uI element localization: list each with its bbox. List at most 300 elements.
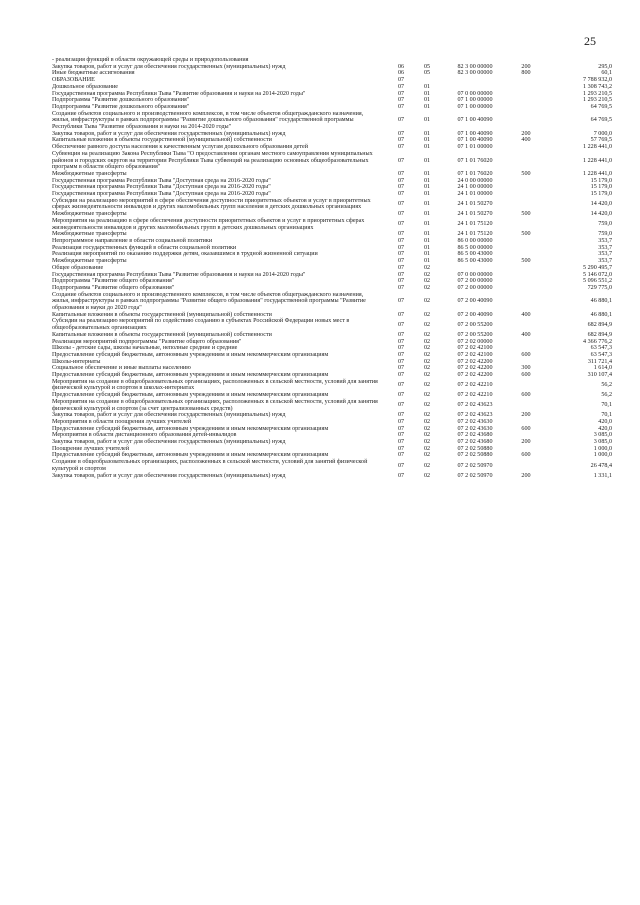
row-subsection-code: 01 <box>423 83 431 90</box>
row-subsection-code: 01 <box>423 90 431 97</box>
row-section-code: 07 <box>397 103 405 110</box>
row-name: Реализация государственных функций в области социальной политики <box>52 244 237 251</box>
row-expense-type-code <box>510 339 542 346</box>
row-target-article-code: 07 2 00 55200 <box>457 321 493 328</box>
table-row <box>52 412 612 419</box>
row-expense-type-code: 600 <box>521 351 531 358</box>
row-target-article-code: 07 1 00 40090 <box>457 137 493 144</box>
row-target-article-code: 07 1 01 76020 <box>457 157 493 164</box>
row-section-code: 07 <box>397 372 405 379</box>
row-name: Подпрограмма "Развитие общего образования" <box>52 278 175 285</box>
row-section-code: 07 <box>397 432 405 439</box>
row-subsection-code: 01 <box>423 130 431 137</box>
row-amount: 353,7 <box>598 258 612 265</box>
row-section-code: 07 <box>397 201 405 208</box>
row-amount: 46 880,1 <box>590 298 612 305</box>
row-name: Подпрограмма "Развитие дошкольного образования" <box>52 97 190 104</box>
table-row <box>52 198 612 211</box>
row-subsection-code: 02 <box>423 338 431 345</box>
row-target-article-code <box>440 265 510 272</box>
row-expense-type-code <box>510 178 542 185</box>
row-subsection-code: 02 <box>423 351 431 358</box>
row-name: Поощрение лучших учителей <box>52 445 130 452</box>
row-section-code: 07 <box>397 382 405 389</box>
row-expense-type-code <box>510 104 542 111</box>
row-name: Государственная программа Республики Тыва "Доступная среда на 2016-2020 годы" <box>52 177 271 184</box>
row-subsection-code: 01 <box>423 244 431 251</box>
table-row <box>52 339 612 346</box>
row-section-code: 06 <box>397 63 405 70</box>
row-section-code: 07 <box>397 284 405 291</box>
row-amount: 759,0 <box>598 231 612 238</box>
row-expense-type-code <box>510 318 542 331</box>
table-row <box>52 379 612 392</box>
row-name: Мероприятия на создание в общеобразовательных организациях, расположенных в сельской местности, условий для занятия физической культурой и спортом (за счет централизованных средств) <box>52 398 378 412</box>
table-row <box>52 238 612 245</box>
row-subsection-code: 05 <box>423 70 431 77</box>
row-target-article-code: 07 2 02 00000 <box>457 338 493 345</box>
row-subsection-code: 01 <box>423 170 431 177</box>
row-subsection-code: 02 <box>423 321 431 328</box>
page-number: 25 <box>584 34 596 48</box>
row-subsection-code: 02 <box>423 264 431 271</box>
row-expense-type-code <box>510 84 542 91</box>
table-row <box>52 372 612 379</box>
row-name: Капитальные вложения в объекты государственной (муниципальной) собственности <box>52 137 272 144</box>
row-amount: 14 420,0 <box>590 211 612 218</box>
row-section-code: 06 <box>397 70 405 77</box>
table-row <box>52 70 612 77</box>
row-section-code: 07 <box>397 211 405 218</box>
row-section-code: 07 <box>397 237 405 244</box>
row-amount: 7 788 932,0 <box>583 77 612 84</box>
row-subsection-code: 02 <box>423 345 431 352</box>
row-name: Подпрограмма "Развитие общего образования" <box>52 284 175 291</box>
row-amount: 682 894,9 <box>587 331 612 338</box>
row-amount: 353,7 <box>598 244 612 251</box>
row-section-code: 07 <box>397 184 405 191</box>
row-subsection-code: 05 <box>423 63 431 70</box>
row-amount: 3 085,0 <box>593 439 612 446</box>
row-section-code: 07 <box>397 338 405 345</box>
row-target-article-code: 07 2 00 55200 <box>457 331 493 338</box>
row-amount: 1 331,1 <box>593 472 612 479</box>
row-expense-type-code <box>510 111 542 131</box>
row-section-code: 07 <box>397 137 405 144</box>
row-expense-type-code: 300 <box>521 365 531 372</box>
row-amount: 1 000,0 <box>593 445 612 452</box>
table-row <box>52 191 612 198</box>
row-expense-type-code <box>510 285 542 292</box>
row-name: Государственная программа Республики Тыва "Развитие образования и науки на 2014-2020 годы" <box>52 271 306 278</box>
row-amount: 1 228 441,0 <box>583 157 612 164</box>
row-name: Создание объектов социального и производственного комплексов, в том числе объектов общегражданского назначения, жилья, инфраструктуры в рамках подпрограммы "Развитие общего образования" государственной программы "Развитие образования и науки до 2020 года" <box>52 291 366 312</box>
row-section-code: 07 <box>397 97 405 104</box>
row-name: Социальное обеспечение и иные выплаты населению <box>52 365 191 372</box>
row-subsection-code: 02 <box>423 425 431 432</box>
row-amount: 7 000,0 <box>593 130 612 137</box>
row-target-article-code: 07 2 02 43623 <box>457 412 493 419</box>
table-row <box>52 439 612 446</box>
row-amount: 5 146 072,0 <box>583 271 612 278</box>
row-name: Мероприятия на реализацию в сфере обеспечения доступности приоритетных объектов и услуг в приоритетных сферах жизнедеятельности инвалидов и других маломобильных групп в детских дошкольных организациях <box>52 217 365 231</box>
row-target-article-code: 24 1 01 50270 <box>457 201 493 208</box>
row-amount: 311 721,4 <box>587 358 612 365</box>
row-subsection-code: 02 <box>423 358 431 365</box>
table-row <box>52 292 612 312</box>
row-target-article-code: 24 1 01 50270 <box>457 211 493 218</box>
table-body <box>52 57 612 479</box>
row-target-article-code: 07 2 00 40090 <box>457 311 493 318</box>
row-target-article-code: 86 5 00 00000 <box>457 244 493 251</box>
row-amount: 56,2 <box>601 392 612 399</box>
row-expense-type-code: 400 <box>521 331 531 338</box>
table-row <box>52 97 612 104</box>
row-section-code: 07 <box>397 311 405 318</box>
row-subsection-code: 02 <box>423 278 431 285</box>
row-subsection-code <box>414 77 440 84</box>
row-name: Мероприятия в области дистанционного образования детей-инвалидов <box>52 432 237 439</box>
row-amount: 420,0 <box>598 418 612 425</box>
row-subsection-code: 02 <box>423 271 431 278</box>
row-subsection-code: 02 <box>423 392 431 399</box>
table-row <box>52 459 612 472</box>
row-name: ОБРАЗОВАНИЕ <box>52 77 95 84</box>
row-name: Предоставление субсидий бюджетным, автономным учреждениям и иным некоммерческим организациям <box>52 392 329 399</box>
row-amount: 63 547,3 <box>590 351 612 358</box>
row-subsection-code: 02 <box>423 472 431 479</box>
row-amount: 1 228 441,0 <box>583 170 612 177</box>
table-row <box>52 84 612 91</box>
row-target-article-code <box>440 77 510 84</box>
row-expense-type-code <box>510 245 542 252</box>
row-section-code: 07 <box>397 425 405 432</box>
row-target-article-code: 07 1 01 76020 <box>457 170 493 177</box>
table-row <box>52 77 612 84</box>
row-expense-type-code <box>510 218 542 231</box>
row-amount: 5 290 495,7 <box>583 264 612 271</box>
row-name: Предоставление субсидий бюджетным, автономным учреждениям и иным некоммерческим организациям <box>52 425 329 432</box>
row-subsection-code: 01 <box>423 221 431 228</box>
row-expense-type-code <box>510 97 542 104</box>
row-subsection-code: 02 <box>423 311 431 318</box>
row-name: Предоставление субсидий бюджетным, автономным учреждениям и иным некоммерческим организациям <box>52 351 329 358</box>
row-subsection-code: 01 <box>423 184 431 191</box>
row-name: Государственная программа Республики Тыва "Доступная среда на 2016-2020 годы" <box>52 184 271 191</box>
row-name: Предоставление субсидий бюджетным, автономным учреждениям и иным некоммерческим организациям <box>52 372 329 379</box>
row-expense-type-code <box>510 251 542 258</box>
row-target-article-code: 24 1 01 75120 <box>457 221 493 228</box>
row-subsection-code: 02 <box>423 372 431 379</box>
row-amount: 310 107,4 <box>587 372 612 379</box>
row-amount: 1 308 743,2 <box>583 83 612 90</box>
row-target-article-code: 07 2 02 42100 <box>457 345 493 352</box>
row-subsection-code: 02 <box>423 445 431 452</box>
row-section-code: 07 <box>397 402 405 409</box>
row-target-article-code: 86 5 00 43000 <box>457 251 493 258</box>
row-name: Реализация мероприятий по оказанию поддержки детям, оказавшимся в трудной жизненной ситуации <box>52 251 318 258</box>
row-name: Государственная программа Республики Тыва "Доступная среда на 2016-2020 годы" <box>52 191 271 198</box>
row-target-article-code: 07 0 00 00000 <box>457 90 493 97</box>
row-name: Непрограммное направление в области социальной политики <box>52 237 213 244</box>
row-section-code: 07 <box>397 439 405 446</box>
row-name: Подпрограмма "Развитие дошкольного образования" <box>52 103 190 110</box>
row-target-article-code: 07 2 02 50970 <box>457 462 493 469</box>
row-target-article-code: 07 1 00 40090 <box>457 130 493 137</box>
table-row <box>52 151 612 171</box>
row-amount: 353,7 <box>598 237 612 244</box>
row-expense-type-code <box>510 265 542 272</box>
row-target-article-code: 07 1 00 00000 <box>457 103 493 110</box>
row-section-code: 07 <box>397 157 405 164</box>
row-target-article-code: 24 1 01 75120 <box>457 231 493 238</box>
row-name: Капитальные вложения в объекты государственной (муниципальной) собственности <box>52 331 272 338</box>
row-amount: 3 085,0 <box>593 432 612 439</box>
row-expense-type-code: 200 <box>521 439 531 446</box>
row-subsection-code: 02 <box>423 452 431 459</box>
row-expense-type-code <box>510 144 542 151</box>
row-subsection-code: 02 <box>423 402 431 409</box>
table-row <box>52 352 612 359</box>
row-section-code: 07 <box>397 258 405 265</box>
row-subsection-code: 01 <box>423 103 431 110</box>
row-name: Закупка товаров, работ и услуг для обеспечения государственных (муниципальных) нужд <box>52 412 286 419</box>
row-expense-type-code <box>510 198 542 211</box>
row-target-article-code: 07 2 02 42200 <box>457 365 493 372</box>
row-target-article-code: 07 2 00 00000 <box>457 278 493 285</box>
row-expense-type-code: 500 <box>521 258 531 265</box>
row-amount: 15 179,0 <box>590 177 612 184</box>
row-expense-type-code: 600 <box>521 452 531 459</box>
row-section-code: 07 <box>397 321 405 328</box>
row-target-article-code: 82 3 00 00000 <box>457 70 493 77</box>
row-target-article-code: 07 2 02 50880 <box>457 452 493 459</box>
row-subsection-code: 01 <box>423 177 431 184</box>
row-amount: 70,1 <box>601 402 612 409</box>
row-name: Закупка товаров, работ и услуг для обеспечения государственных (муниципальных) нужд <box>52 130 286 137</box>
row-target-article-code <box>440 57 510 64</box>
row-subsection-code: 01 <box>423 144 431 151</box>
row-amount: 759,0 <box>598 221 612 228</box>
row-expense-type-code: 600 <box>521 372 531 379</box>
table-row <box>52 278 612 285</box>
row-expense-type-code <box>510 379 542 392</box>
row-section-code: 07 <box>397 462 405 469</box>
row-name: Межбюджетные трансферты <box>52 231 127 238</box>
table-row <box>52 399 612 412</box>
row-name: Субвенция на реализацию Закона Республики Тыва "О предоставлении органам местного самоуправления муниципальных районов и городских округов на территории Республики Тыва субвенций на реализацию основных общеобразовательных программ в области общего образования" <box>52 150 373 171</box>
row-target-article-code: 07 1 00 40090 <box>457 117 493 124</box>
table-row <box>52 258 612 265</box>
row-expense-type-code: 200 <box>521 472 531 479</box>
row-subsection-code: 02 <box>423 418 431 425</box>
row-name: Школы - детские сады, школы начальные, неполные средние и средние <box>52 345 238 352</box>
row-expense-type-code <box>510 272 542 279</box>
table-row <box>52 392 612 399</box>
row-target-article-code: 07 2 00 00000 <box>457 284 493 291</box>
row-expense-type-code: 200 <box>521 412 531 419</box>
row-section-code <box>388 57 414 64</box>
row-subsection-code: 01 <box>423 117 431 124</box>
row-target-article-code: 07 2 02 50970 <box>457 472 493 479</box>
row-expense-type-code: 200 <box>521 130 531 137</box>
row-target-article-code: 07 2 02 42100 <box>457 351 493 358</box>
row-section-code: 07 <box>397 298 405 305</box>
row-section-code: 07 <box>397 472 405 479</box>
row-subsection-code: 01 <box>423 211 431 218</box>
row-amount: 729 775,0 <box>587 284 612 291</box>
row-expense-type-code: 200 <box>521 63 531 70</box>
row-section-code: 07 <box>397 264 405 271</box>
row-subsection-code: 02 <box>423 382 431 389</box>
row-expense-type-code: 400 <box>521 311 531 318</box>
table-row <box>52 218 612 231</box>
row-subsection-code: 01 <box>423 251 431 258</box>
row-name: Мероприятия в области поощрения лучших учителей <box>52 418 192 425</box>
row-amount: 295,0 <box>598 63 612 70</box>
row-target-article-code: 07 2 00 40090 <box>457 298 493 305</box>
row-expense-type-code: 500 <box>521 231 531 238</box>
table-row <box>52 111 612 131</box>
row-name: Закупка товаров, работ и услуг для обеспечения государственных (муниципальных) нужд <box>52 63 286 70</box>
row-name: Субсидии на реализацию мероприятий в сфере обеспечения доступности приоритетных объектов и услуг в приоритетных сферах жизнедеятельности инвалидов и других маломобильных групп населения в детских дошкольных организациях <box>52 197 371 211</box>
row-section-code: 07 <box>397 130 405 137</box>
row-name: Дошкольное образование <box>52 83 118 90</box>
row-expense-type-code: 800 <box>521 70 531 77</box>
row-expense-type-code <box>510 419 542 426</box>
row-section-code: 07 <box>397 278 405 285</box>
row-expense-type-code <box>510 77 542 84</box>
table-row <box>52 473 612 480</box>
row-target-article-code: 86 0 00 00000 <box>457 237 493 244</box>
row-target-article-code: 07 2 02 42210 <box>457 392 493 399</box>
row-subsection-code: 02 <box>423 331 431 338</box>
row-expense-type-code: 500 <box>521 170 531 177</box>
row-section-code: 07 <box>397 351 405 358</box>
table-row <box>52 104 612 111</box>
row-section-code: 07 <box>397 365 405 372</box>
row-amount: 64 769,5 <box>590 117 612 124</box>
row-subsection-code: 01 <box>423 231 431 238</box>
row-expense-type-code <box>510 345 542 352</box>
row-name: Реализация мероприятий подпрограммы "Развитие общего образования" <box>52 338 242 345</box>
row-subsection-code: 01 <box>423 137 431 144</box>
row-amount <box>542 57 612 64</box>
table-row <box>52 265 612 272</box>
row-amount: 15 179,0 <box>590 184 612 191</box>
row-section-code: 07 <box>397 177 405 184</box>
row-amount: 63 547,3 <box>590 345 612 352</box>
row-amount: 70,1 <box>601 412 612 419</box>
row-subsection-code: 02 <box>423 439 431 446</box>
row-section-code: 07 <box>397 331 405 338</box>
row-amount: 1 228 441,0 <box>583 144 612 151</box>
table-row <box>52 64 612 71</box>
row-amount: 15 179,0 <box>590 191 612 198</box>
row-name: Закупка товаров, работ и услуг для обеспечения государственных (муниципальных) нужд <box>52 439 286 446</box>
row-subsection-code: 02 <box>423 365 431 372</box>
row-section-code: 07 <box>397 191 405 198</box>
row-amount: 1 293 210,5 <box>583 90 612 97</box>
row-section-code: 07 <box>397 418 405 425</box>
row-amount: 60,1 <box>601 70 612 77</box>
row-name: Субсидии на реализацию мероприятий по содействию созданию в субъектах Российской Федерации новых мест в общеобразовательных организациях <box>52 318 350 332</box>
row-expense-type-code <box>510 57 542 64</box>
row-expense-type-code <box>510 91 542 98</box>
row-target-article-code: 07 2 02 43680 <box>457 432 493 439</box>
row-subsection-code: 02 <box>423 412 431 419</box>
table-row <box>52 211 612 218</box>
row-expense-type-code <box>510 238 542 245</box>
row-section-code: 07 <box>397 445 405 452</box>
row-amount: 56,2 <box>601 382 612 389</box>
row-expense-type-code <box>510 446 542 453</box>
row-subsection-code: 01 <box>423 157 431 164</box>
row-section-code: 07 <box>397 77 405 84</box>
row-target-article-code: 07 2 02 43623 <box>457 402 493 409</box>
row-name: Предоставление субсидий бюджетным, автономным учреждениям и иным некоммерческим организациям <box>52 452 329 459</box>
row-subsection-code <box>414 57 440 64</box>
row-section-code: 07 <box>397 251 405 258</box>
row-expense-type-code <box>510 151 542 171</box>
row-section-code: 07 <box>397 117 405 124</box>
row-section-code: 07 <box>397 244 405 251</box>
row-name: Создание в общеобразовательных организациях, расположенных в сельской местности, условий для занятий физической культурой и спортом <box>52 459 368 472</box>
table-row <box>52 57 612 64</box>
row-expense-type-code: 600 <box>521 392 531 399</box>
row-subsection-code: 01 <box>423 237 431 244</box>
row-expense-type-code: 500 <box>521 211 531 218</box>
row-target-article-code: 07 2 02 43680 <box>457 439 493 446</box>
table-row <box>52 332 612 339</box>
row-target-article-code: 07 2 02 42200 <box>457 358 493 365</box>
row-amount: 14 420,0 <box>590 201 612 208</box>
row-amount: 4 366 776,2 <box>583 338 612 345</box>
row-name: Межбюджетные трансферты <box>52 211 127 218</box>
row-subsection-code: 02 <box>423 284 431 291</box>
row-target-article-code: 07 2 02 42210 <box>457 382 493 389</box>
row-expense-type-code <box>510 399 542 412</box>
budget-allocation-table <box>52 57 612 479</box>
row-expense-type-code <box>510 459 542 472</box>
row-section-code: 07 <box>397 358 405 365</box>
row-target-article-code: 24 1 01 00000 <box>457 191 493 198</box>
row-name: - реализация функций в области окружающей среды и природопользования <box>52 57 249 63</box>
row-section-code: 07 <box>397 221 405 228</box>
table-row <box>52 285 612 292</box>
row-expense-type-code <box>510 359 542 366</box>
row-section-code: 07 <box>397 90 405 97</box>
row-subsection-code: 01 <box>423 191 431 198</box>
table-row <box>52 318 612 331</box>
row-name: Общее образование <box>52 264 104 271</box>
row-target-article-code <box>440 84 510 91</box>
row-target-article-code: 24 1 00 00000 <box>457 184 493 191</box>
row-subsection-code: 02 <box>423 462 431 469</box>
row-target-article-code: 07 2 02 43630 <box>457 418 493 425</box>
row-section-code: 07 <box>397 271 405 278</box>
row-section-code: 07 <box>397 231 405 238</box>
row-section-code: 07 <box>397 170 405 177</box>
table-row <box>52 345 612 352</box>
row-subsection-code: 02 <box>423 298 431 305</box>
row-section-code: 07 <box>397 452 405 459</box>
row-name: Капитальные вложения в объекты государственной (муниципальной) собственности <box>52 311 272 318</box>
row-target-article-code: 07 0 00 00000 <box>457 271 493 278</box>
row-target-article-code: 07 1 00 00000 <box>457 97 493 104</box>
row-target-article-code: 24 0 00 00000 <box>457 177 493 184</box>
table-row <box>52 144 612 151</box>
